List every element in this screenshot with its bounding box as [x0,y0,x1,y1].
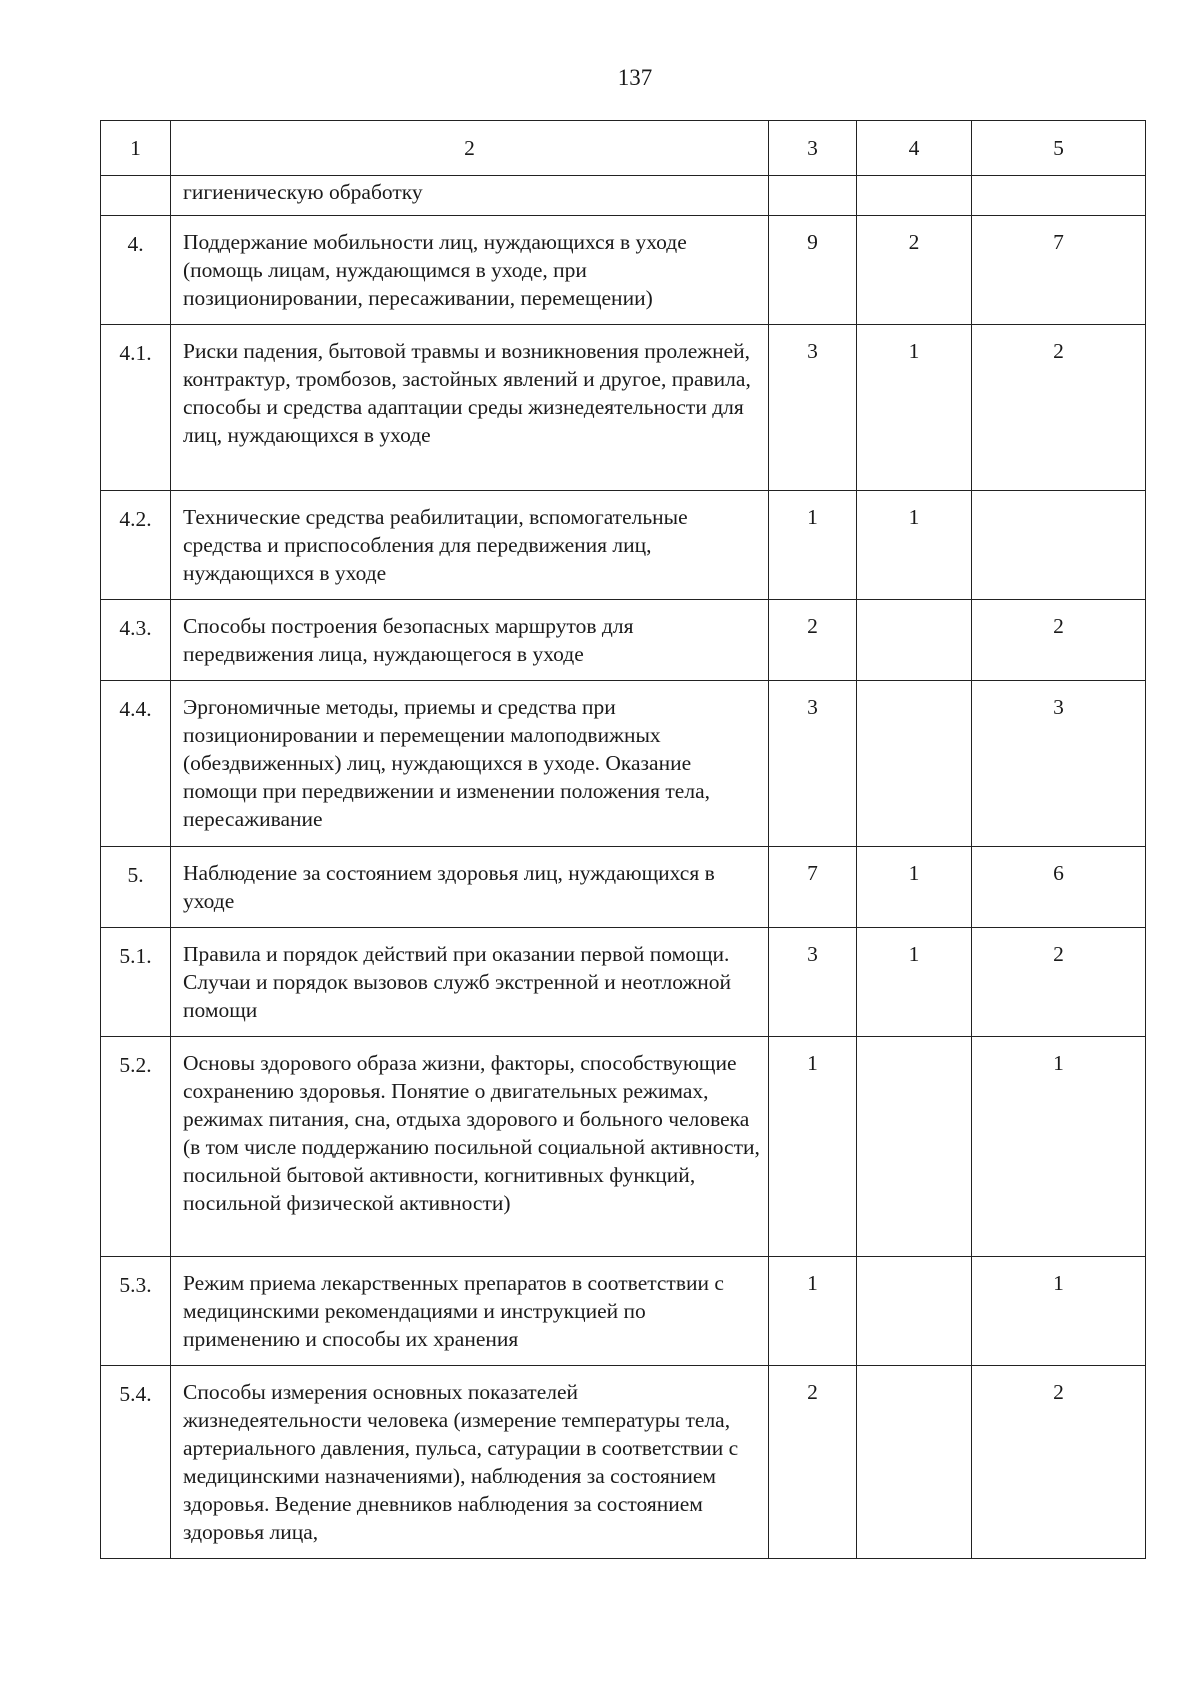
row-total-hours: 9 [769,216,857,325]
row-topic: Режим приема лекарственных препаратов в соответствии с медицинскими рекомендациями и инструкцией по применению и способы их хранения [171,1257,769,1366]
row-topic: Эргономичные методы, приемы и средства при позиционировании и перемещении малоподвижных (обездвиженных) лиц, нуждающихся в уходе. Оказание помощи при передвижении и изменении положения тела, пересаживание [171,681,769,847]
row-number: 4.4. [101,681,171,847]
row-practice-hours [972,176,1146,216]
row-topic: Наблюдение за состоянием здоровья лиц, нуждающихся в уходе [171,847,769,928]
row-topic: Поддержание мобильности лиц, нуждающихся в уходе (помощь лицам, нуждающимся в уходе, при позиционировании, пересаживании, перемещении) [171,216,769,325]
row-total-hours: 1 [769,1037,857,1257]
table-row [101,847,1146,928]
row-practice-hours: 7 [972,216,1146,325]
row-number: 4.1. [101,325,171,491]
table-row [101,176,1146,216]
row-number: 5.4. [101,1366,171,1559]
row-theory-hours: 1 [857,491,972,600]
column-header-5: 5 [972,121,1146,176]
row-topic: Способы измерения основных показателей жизнедеятельности человека (измерение температуры тела, артериального давления, пульса, сатурации в соответствии с медицинскими назначениями), наблюдения за состоянием здоровья. Ведение дневников наблюдения за состоянием здоровья лица, [171,1366,769,1559]
column-header-3: 3 [769,121,857,176]
table-row [101,325,1146,491]
row-topic: Правила и порядок действий при оказании первой помощи. Случаи и порядок вызовов служб экстренной и неотложной помощи [171,928,769,1037]
row-practice-hours: 2 [972,325,1146,491]
row-total-hours: 7 [769,847,857,928]
row-practice-hours: 3 [972,681,1146,847]
row-topic: Технические средства реабилитации, вспомогательные средства и приспособления для передвижения лиц, нуждающихся в уходе [171,491,769,600]
row-number: 5. [101,847,171,928]
row-practice-hours: 6 [972,847,1146,928]
page-number: 137 [617,65,653,90]
table-header-row [101,121,1146,176]
row-number: 4. [101,216,171,325]
row-theory-hours [857,1037,972,1257]
row-theory-hours [857,600,972,681]
column-header-1: 1 [101,121,171,176]
table-row [101,1366,1146,1559]
row-total-hours: 3 [769,325,857,491]
row-practice-hours: 1 [972,1257,1146,1366]
row-topic: Способы построения безопасных маршрутов для передвижения лица, нуждающегося в уходе [171,600,769,681]
row-theory-hours [857,681,972,847]
table-row [101,1257,1146,1366]
row-theory-hours: 2 [857,216,972,325]
row-total-hours: 3 [769,681,857,847]
row-theory-hours [857,1366,972,1559]
row-theory-hours [857,176,972,216]
row-theory-hours: 1 [857,847,972,928]
row-number: 4.2. [101,491,171,600]
row-total-hours: 2 [769,600,857,681]
row-practice-hours: 1 [972,1037,1146,1257]
table-row [101,491,1146,600]
row-practice-hours [972,491,1146,600]
column-header-4: 4 [857,121,972,176]
table-row [101,216,1146,325]
row-total-hours [769,176,857,216]
row-number: 5.2. [101,1037,171,1257]
row-total-hours: 1 [769,491,857,600]
row-practice-hours: 2 [972,1366,1146,1559]
row-practice-hours: 2 [972,600,1146,681]
row-total-hours: 2 [769,1366,857,1559]
row-number: 4.3. [101,600,171,681]
row-number: 5.3. [101,1257,171,1366]
table-row [101,1037,1146,1257]
row-topic: Основы здорового образа жизни, факторы, способствующие сохранению здоровья. Понятие о двигательных режимах, режимах питания, сна, отдыха здорового и больного человека (в том числе поддержанию посильной социальной активности, посильной бытовой активности, когнитивных функций, посильной физической активности) [171,1037,769,1257]
table-row [101,681,1146,847]
curriculum-table [100,120,1146,1559]
row-theory-hours: 1 [857,325,972,491]
column-header-2: 2 [171,121,769,176]
row-number: 5.1. [101,928,171,1037]
row-number [101,176,171,216]
row-topic: гигиеническую обработку [171,176,769,216]
row-topic: Риски падения, бытовой травмы и возникновения пролежней, контрактур, тромбозов, застойных явлений и другое, правила, способы и средства адаптации среды жизнедеятельности для лиц, нуждающихся в уходе [171,325,769,491]
table-row [101,928,1146,1037]
row-total-hours: 1 [769,1257,857,1366]
row-theory-hours: 1 [857,928,972,1037]
row-total-hours: 3 [769,928,857,1037]
row-theory-hours [857,1257,972,1366]
table-row [101,600,1146,681]
row-practice-hours: 2 [972,928,1146,1037]
